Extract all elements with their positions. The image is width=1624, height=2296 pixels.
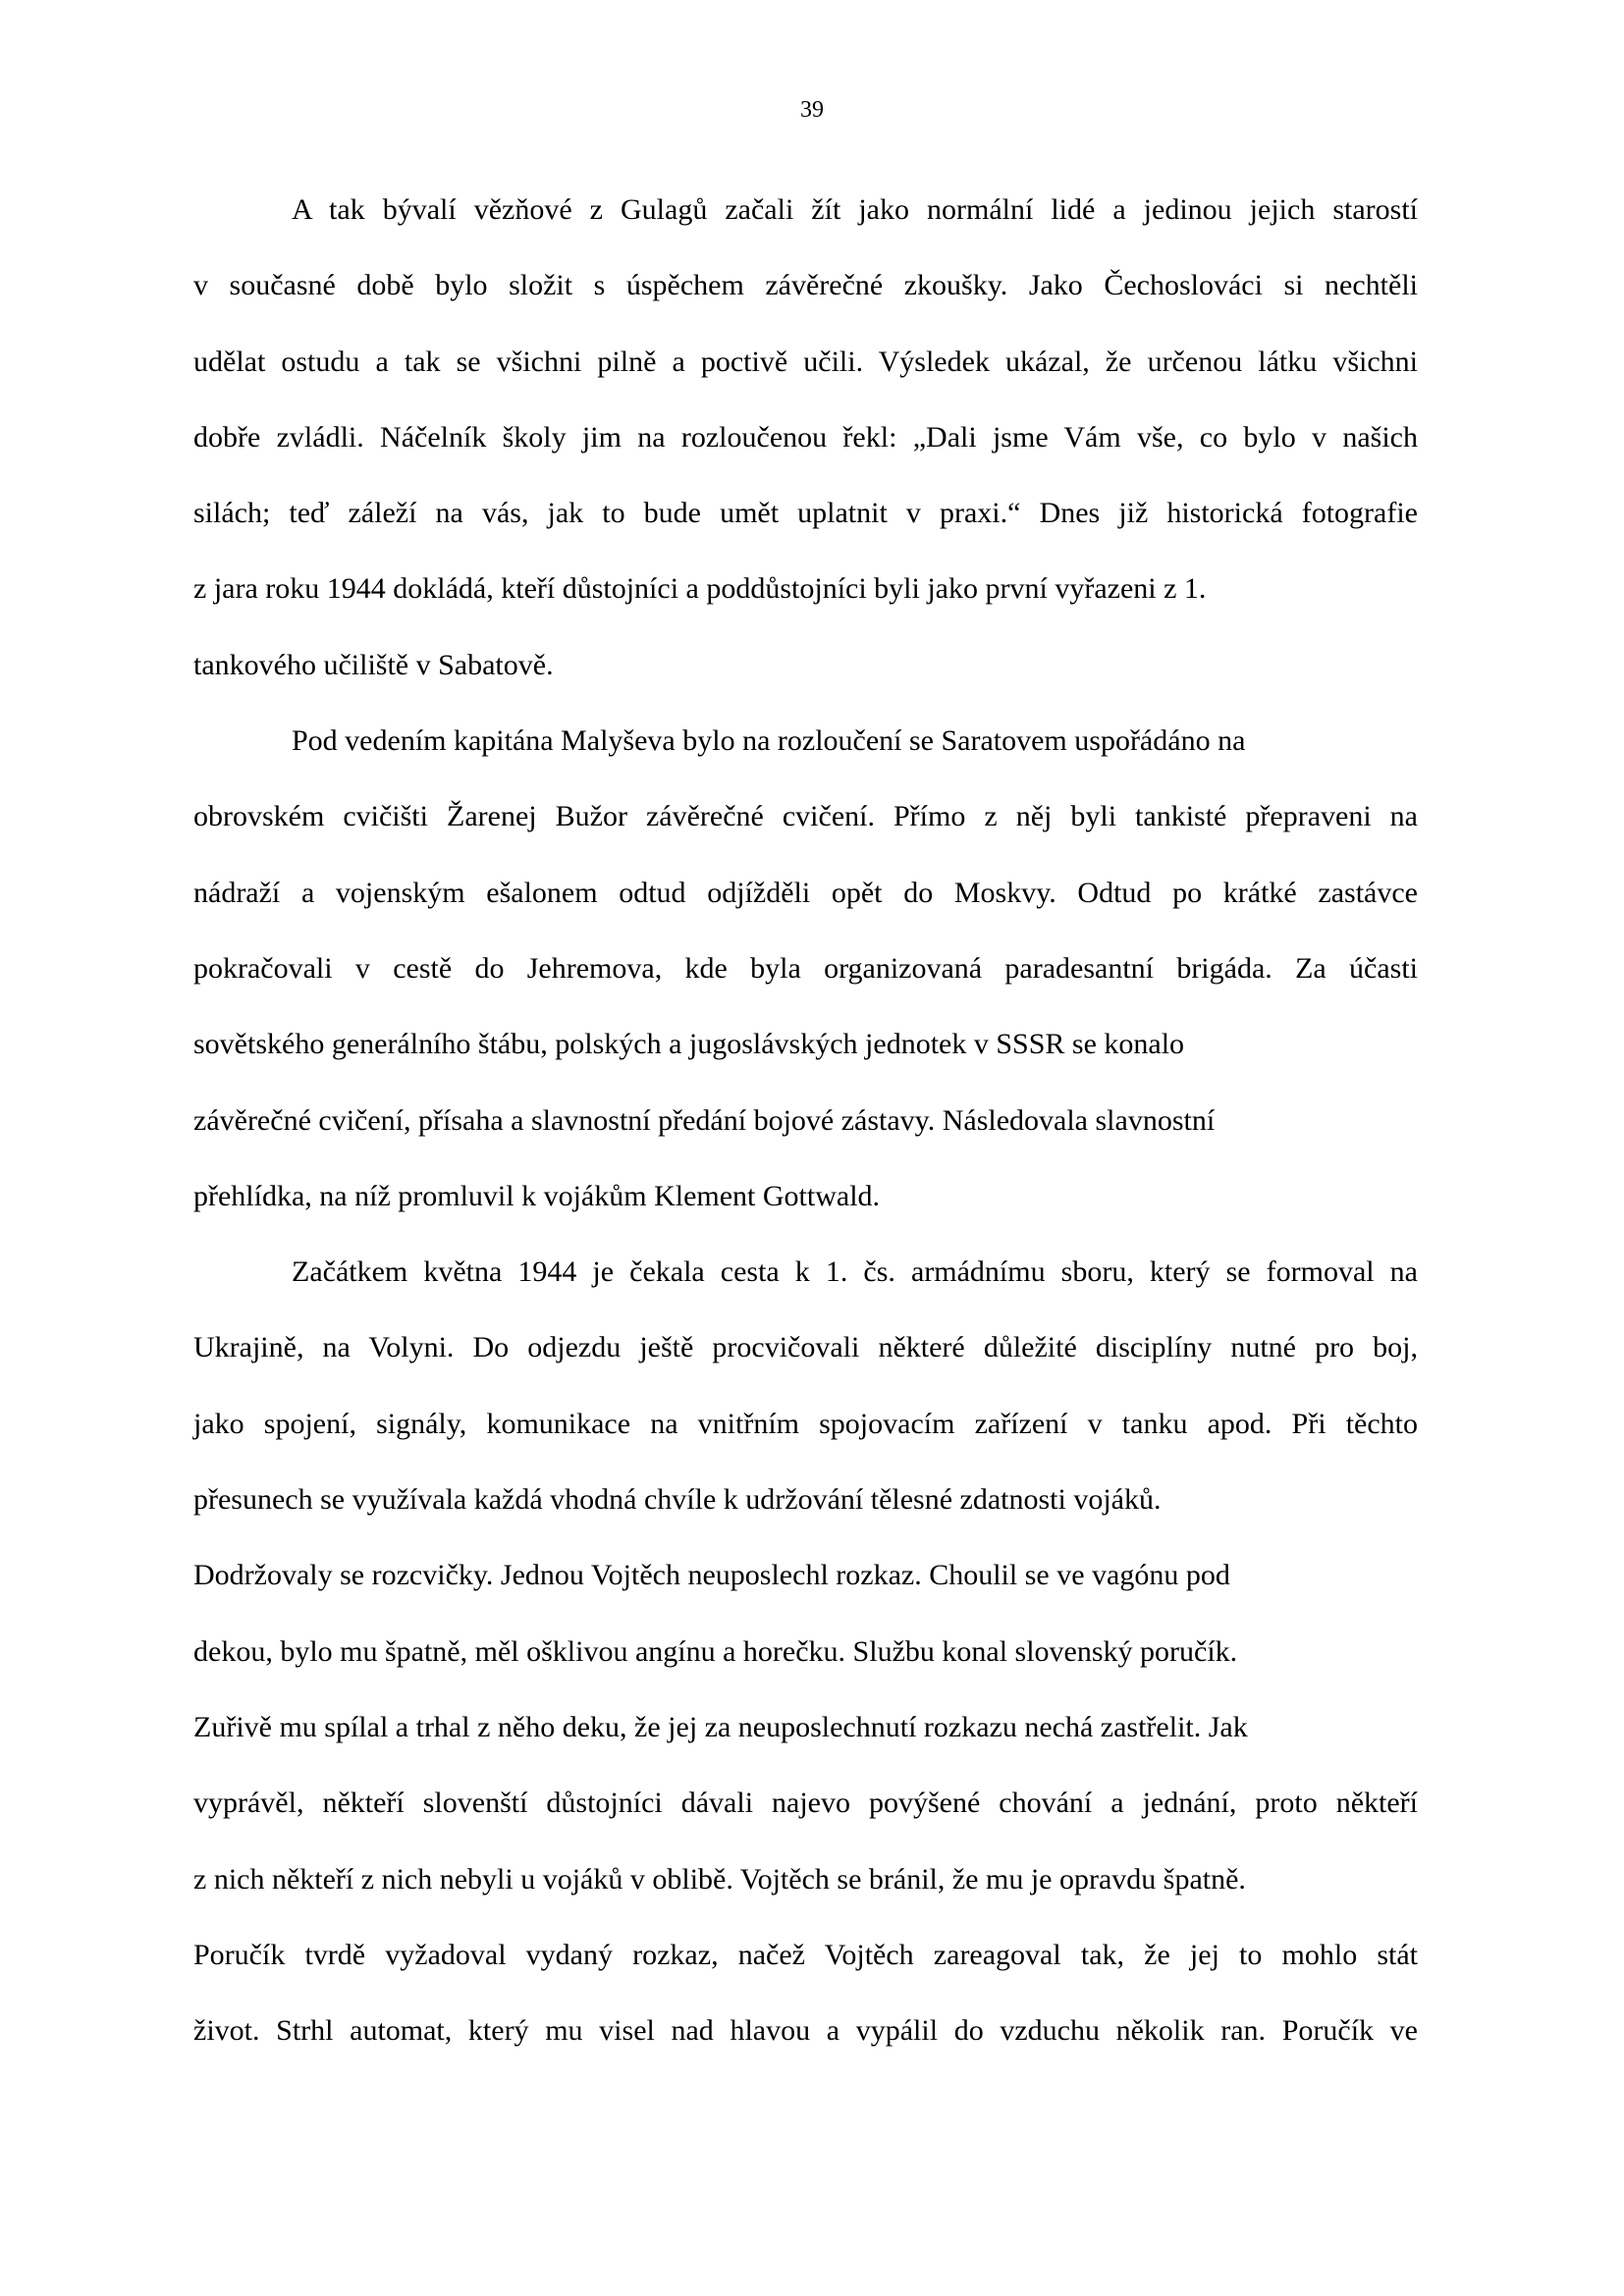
paragraph <box>193 721 1418 1253</box>
text-line: obrovském cvičišti Žarenej Bužor závěrečné cvičení. Přímo z něj byli tankisté přepraveni na <box>193 800 1418 833</box>
text-line: závěrečné cvičení, přísaha a slavnostní předání bojové zástavy. Následovala slavnostní <box>193 1103 1216 1137</box>
text-line: z jara roku 1944 dokládá, kteří důstojníci a poddůstojníci byli jako první vyřazeni z 1. <box>193 572 1207 606</box>
paragraph <box>193 190 1418 721</box>
text-line: Začátkem května 1944 je čekala cesta k 1. čs. armádnímu sboru, který se formoval na <box>292 1255 1418 1289</box>
text-line: dobře zvládli. Náčelník školy jim na rozloučenou řekl: „Dali jsme Vám vše, co bylo v našich <box>193 420 1418 454</box>
text-line: život. Strhl automat, který mu visel nad hlavou a vypálil do vzduchu několik ran. Poručík ve <box>193 2014 1418 2048</box>
text-line: pokračovali v cestě do Jehremova, kde byla organizovaná paradesantní brigáda. Za účasti <box>193 951 1418 985</box>
text-line: Pod vedením kapitána Malyševa bylo na rozloučení se Saratovem uspořádáno na <box>292 724 1246 758</box>
text-line: sovětského generálního štábu, polských a jugoslávských jednotek v SSSR se konalo <box>193 1028 1185 1061</box>
text-line: přehlídka, na níž promluvil k vojákům Klement Gottwald. <box>193 1179 881 1212</box>
text-line: silách; teď záleží na vás, jak to bude umět uplatnit v praxi.“ Dnes již historická fotografie <box>193 497 1418 530</box>
text-line: dekou, bylo mu špatně, měl ošklivou angínu a horečku. Službu konal slovenský poručík. <box>193 1634 1238 1668</box>
text-line: Zuřivě mu spílal a trhal z něho deku, že jej za neuposlechnutí rozkazu nechá zastřelit. Jak <box>193 1710 1248 1743</box>
text-line: přesunech se využívala každá vhodná chvíle k udržování tělesné zdatnosti vojáků. <box>193 1483 1162 1517</box>
body-text <box>193 190 1418 2087</box>
text-line: tankového učiliště v Sabatově. <box>193 648 554 681</box>
text-line: A tak bývalí vězňové z Gulagů začali žít jako normální lidé a jedinou jejich starostí <box>292 193 1418 226</box>
page-number: 39 <box>800 97 824 123</box>
text-line: Dodržovaly se rozcvičky. Jednou Vojtěch neuposlechl rozkaz. Choulil se ve vagónu pod <box>193 1559 1230 1592</box>
paragraph <box>193 1253 1418 2087</box>
text-line: jako spojení, signály, komunikace na vnitřním spojovacím zařízení v tanku apod. Při těchto <box>193 1407 1418 1440</box>
text-line: v současné době bylo složit s úspěchem závěrečné zkoušky. Jako Čechoslováci si nechtěli <box>193 269 1418 302</box>
text-line: Ukrajině, na Volyni. Do odjezdu ještě procvičovali některé důležité disciplíny nutné pro boj, <box>193 1331 1418 1364</box>
text-line: vyprávěl, někteří slovenští důstojníci dávali najevo povýšené chování a jednání, proto někteří <box>193 1787 1418 1820</box>
text-line: Poručík tvrdě vyžadoval vydaný rozkaz, načež Vojtěch zareagoval tak, že jej to mohlo stát <box>193 1938 1418 1971</box>
text-line: nádraží a vojenským ešalonem odtud odjížděli opět do Moskvy. Odtud po krátké zastávce <box>193 876 1418 909</box>
text-line: udělat ostudu a tak se všichni pilně a poctivě učili. Výsledek ukázal, že určenou látku všichni <box>193 345 1418 378</box>
text-line: z nich někteří z nich nebyli u vojáků v oblibě. Vojtěch se bránil, že mu je opravdu špatně. <box>193 1862 1246 1896</box>
